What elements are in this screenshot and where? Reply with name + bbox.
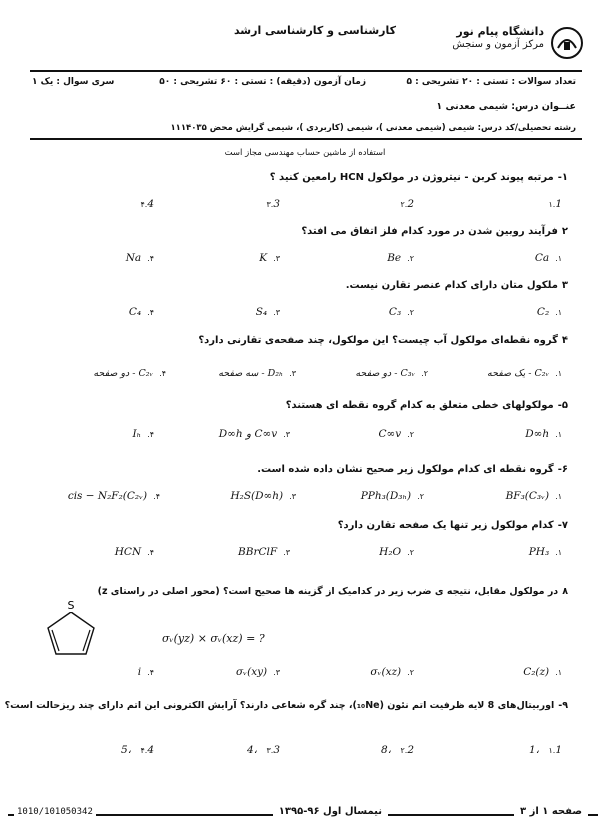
question-number: ۴ [561, 335, 568, 346]
option-4[interactable]: ۴.C₂ᵥ - دو صفحه [93, 368, 166, 379]
thiophene-structure [38, 596, 104, 662]
question-4 [198, 335, 568, 346]
option-3[interactable]: ۳.3 ،4 [247, 744, 280, 756]
option-4[interactable]: ۴.cis − N₂F₂(C₂ᵥ) [67, 490, 160, 502]
course-title: عنــوان درس: شیمی معدنی ۱ [436, 101, 576, 112]
university-line2: مرکز آزمون و سنجش [452, 39, 544, 50]
question-count: تعداد سوالات : تستی : ۲۰ تشریحی : ۵ [406, 77, 576, 87]
option-3[interactable]: ۳.3 [266, 198, 280, 210]
exam-time: زمان آزمون (دقیقه) : تستی : ۶۰ تشریحی : ۵۰ [159, 77, 366, 87]
question-text: ملکول متان دارای کدام عنصر تقارن نیست. [345, 280, 558, 291]
question-number: ۹- [558, 700, 568, 711]
option-1[interactable]: ۱.Ca [534, 252, 562, 264]
question-text: گروه نقطه‌ای مولکول آب چیست؟ این مولکول، چند صفحه‌ی تقارنی دارد؟ [198, 335, 558, 346]
question-number: ۸ [562, 586, 568, 597]
option-4[interactable]: ۴.C₄ [128, 306, 154, 318]
exam-type: کارشناسی و کارشناسی ارشد [233, 24, 397, 37]
question-5 [286, 400, 568, 411]
question-text: مولکولهای خطی متعلق به کدام گروه نقطه ای هستند؟ [285, 400, 554, 411]
option-4[interactable]: ۴.Na [125, 252, 154, 264]
question-number: ۷- [557, 520, 568, 531]
option-3[interactable]: ۳.K [259, 252, 280, 264]
option-4[interactable]: ۴.HCN [114, 546, 154, 558]
university-name [452, 25, 544, 51]
question-2 [301, 226, 568, 237]
semester-label: نیمسال اول ۹۶-۱۳۹۵ [273, 806, 388, 817]
option-1[interactable]: ۱.D∞h [525, 428, 562, 440]
question-text: فرآیند روبین شدن در مورد کدام فلز اتفاق می افتد؟ [301, 226, 558, 237]
university-line1: دانشگاه پیام نور [456, 25, 544, 38]
field-code: رشته تحصیلی/کد درس: شیمی (شیمی معدنی )، شیمی (کاربردی )، شیمی گرایش محض ۱۱۱۴۰۳۵ [170, 123, 576, 133]
sulfur-label: S [67, 599, 75, 612]
option-3[interactable]: ۳.C∞v و D∞h [218, 428, 290, 440]
exam-code: 1010/101050342 [14, 807, 96, 817]
question-number: ۱- [557, 172, 568, 183]
option-3[interactable]: ۳.D₂ₕ - سه صفحه [218, 368, 296, 379]
option-2[interactable]: ۲.2 ،8 [381, 744, 414, 756]
series-label: سری سوال : یک ۱ [32, 77, 115, 87]
question-3 [346, 280, 568, 291]
option-1[interactable]: ۱.C₂(z) [523, 666, 562, 678]
option-2[interactable]: ۲.C₃ᵥ - دو صفحه [355, 368, 428, 379]
option-1[interactable]: ۱.PH₃ [528, 546, 562, 558]
question-number: ۲ [561, 226, 568, 237]
question-number: ۵- [557, 400, 568, 411]
option-4[interactable]: ۴.i [137, 666, 154, 678]
header-divider-bottom [30, 138, 582, 140]
question-7 [338, 520, 568, 531]
question-9 [5, 700, 568, 711]
option-4[interactable]: ۴.Iₕ [132, 428, 154, 440]
option-2[interactable]: ۲.C∞v [378, 428, 414, 440]
option-3[interactable]: ۳.S₄ [255, 306, 280, 318]
option-1[interactable]: ۱.C₂ᵥ - یک صفحه [487, 368, 562, 379]
option-2[interactable]: ۲.Be [387, 252, 414, 264]
question-number: ۶- [557, 464, 568, 475]
option-2[interactable]: ۲.2 [400, 198, 414, 210]
question-text: مرتبه پیوند کربن - نیتروژن در مولکول HCN رامعین کنید ؟ [269, 172, 554, 183]
question-8 [98, 586, 568, 597]
option-1[interactable]: ۱.1 ،1 [529, 744, 562, 756]
option-2[interactable]: ۲.σᵥ(xz) [370, 666, 414, 678]
option-3[interactable]: ۳.H₂S(D∞h) [230, 490, 296, 502]
option-2[interactable]: ۲.H₂O [379, 546, 414, 558]
question-1 [270, 172, 568, 183]
question-number: ۳ [561, 280, 568, 291]
question-6 [257, 464, 568, 475]
question-text: در مولکول مقابل، نتیجه ی ضرب زیر در کدامیک از گزینه ها صحیح است؟ (محور اصلی در راستای z) [97, 586, 559, 597]
header-divider [30, 70, 582, 72]
symmetry-formula: σᵥ(yz) × σᵥ(xz) = ? [162, 632, 265, 645]
option-2[interactable]: ۲.C₃ [388, 306, 414, 318]
option-4[interactable]: ۴.4 [140, 198, 154, 210]
option-1[interactable]: ۱.C₂ [536, 306, 562, 318]
option-2[interactable]: ۲.PPh₃(D₃ₕ) [360, 490, 424, 502]
page-number: صفحه ۱ از ۳ [514, 806, 588, 817]
option-1[interactable]: ۱.1 [548, 198, 562, 210]
question-text: اوربیتال‌های 8 لایه ظرفیت اتم نئون (₁₀Ne)، چند گره شعاعی دارند؟ آرایش الکترونی این اتم دارای چند ریزحالت است؟ [4, 700, 555, 711]
option-1[interactable]: ۱.BF₃(C₃ᵥ) [505, 490, 562, 502]
question-text: کدام مولکول زیر تنها یک صفحه تقارن دارد؟ [337, 520, 554, 531]
option-3[interactable]: ۳.BBrClF [238, 546, 290, 558]
option-4[interactable]: ۴.4 ،5 [121, 744, 154, 756]
question-text: گروه نقطه ای کدام مولکول زیر صحیح نشان داده شده است. [257, 464, 554, 475]
calculator-note: استفاده از ماشین حساب مهندسی مجاز است [224, 148, 386, 158]
option-3[interactable]: ۳.σᵥ(xy) [236, 666, 280, 678]
university-logo-icon [550, 26, 584, 60]
